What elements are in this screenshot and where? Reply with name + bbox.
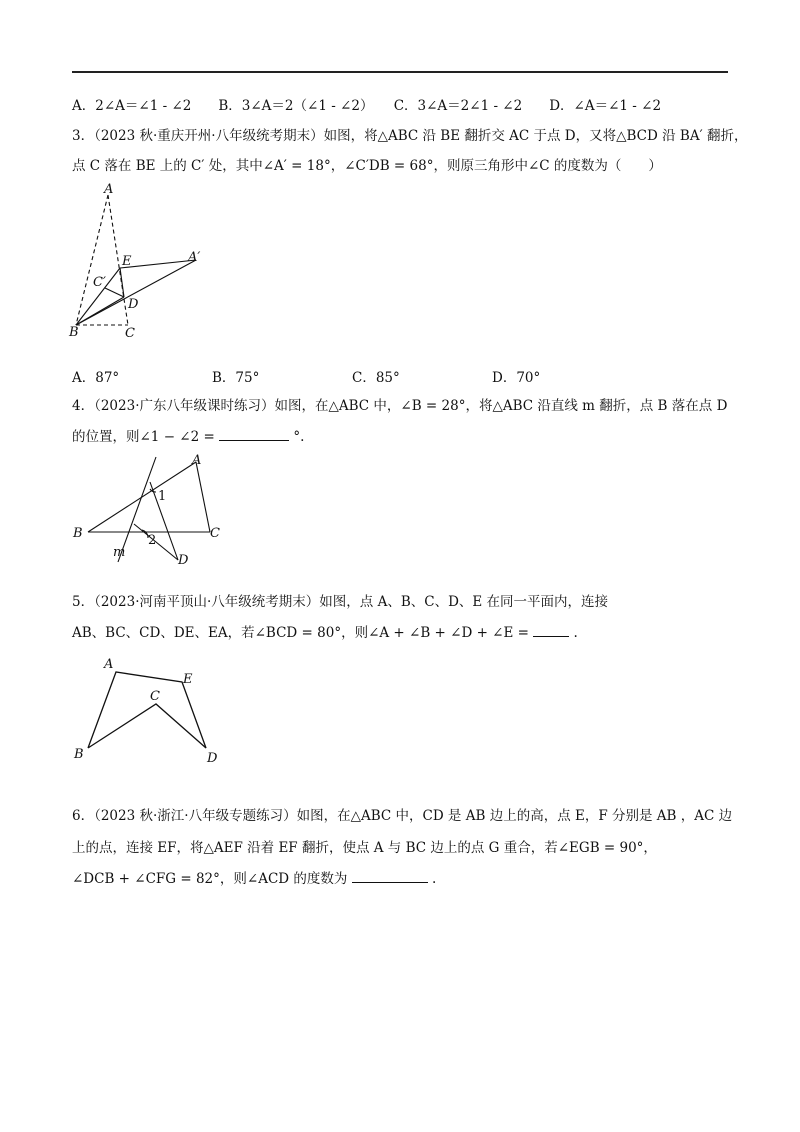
q4-text-line2-start: 的位置，则∠1 − ∠2 = (72, 429, 215, 445)
q5-figure (70, 652, 240, 772)
q3-label-b: B (69, 325, 79, 340)
q3-text-line1: 3．（2023 秋·重庆开州·八年级统考期末）如图，将△ABC 沿 BE 翻折交 AC 于点 D，又将△BCD 沿 BA′ 翻折， (72, 128, 748, 144)
q4-label-angle-2: 2 (148, 533, 157, 548)
q6-text-line3 (72, 868, 436, 889)
q5-text-line1: 5．（2023·河南平顶山·八年级统考期末）如图，点 A、B、C、D、E 在同一平面内，连接 (72, 594, 609, 610)
q4-label-angle-1: 1 (158, 489, 167, 504)
q4-figure (70, 452, 240, 572)
q4-label-c: C (210, 526, 220, 541)
q5-text-line2 (72, 622, 578, 643)
q4-label-a: A (192, 453, 202, 468)
q5-label-b: B (74, 747, 84, 762)
q5-label-a: A (104, 657, 114, 672)
q5-label-e: E (183, 672, 193, 687)
q5-text-line2-start: AB、BC、CD、DE、EA，若∠BCD = 80°，则∠A + ∠B + ∠D + ∠E = (72, 625, 529, 641)
q5-text-line2-end: . (573, 625, 578, 641)
q3-figure (60, 182, 220, 345)
q3-label-a-prime: A′ (188, 250, 201, 265)
q5-answer-blank (533, 622, 569, 637)
q4-text-line2 (72, 426, 304, 447)
q3-text-line2: 点 C 落在 BE 上的 C′ 处，其中∠A′ = 18°，∠C′DB = 68°，则原三角形中∠C 的度数为（ ） (72, 158, 662, 174)
q4-text-line1: 4．（2023·广东八年级课时练习）如图，在△ABC 中，∠B = 28°，将△ABC 沿直线 m 翻折，点 B 落在点 D (72, 398, 728, 414)
q5-label-c: C (150, 689, 160, 704)
q3-label-c-prime: C′ (93, 275, 106, 290)
q3-option-c: C．85° (352, 370, 400, 386)
q4-label-b: B (73, 526, 83, 541)
q3-label-a: A (104, 182, 114, 197)
q3-label-d: D (128, 297, 139, 312)
q4-label-m: m (113, 545, 126, 560)
q3-option-d: D．70° (492, 370, 541, 386)
q6-text-line3-start: ∠DCB + ∠CFG = 82°，则∠ACD 的度数为 (72, 871, 348, 887)
q6-text-line3-end: . (432, 871, 437, 887)
q4-answer-blank (219, 426, 289, 441)
q6-answer-blank (352, 868, 428, 883)
q2-options: A．2∠A＝∠1 - ∠2 B．3∠A＝2（∠1 - ∠2） C．3∠A＝2∠1 - ∠2 D．∠A＝∠1 - ∠2 (72, 98, 662, 114)
q4-label-d: D (178, 553, 189, 568)
q6-text-line1: 6．（2023 秋·浙江·八年级专题练习）如图，在△ABC 中，CD 是 AB 边上的高，点 E，F 分别是 AB ，AC 边 (72, 808, 733, 824)
q3-label-c: C (125, 326, 135, 341)
q3-label-e: E (122, 254, 132, 269)
q6-text-line2: 上的点，连接 EF，将△AEF 沿着 EF 翻折，使点 A 与 BC 边上的点 G 重合，若∠EGB = 90°， (72, 840, 657, 856)
q3-option-a: A．87° (72, 370, 120, 386)
q4-text-line2-end: °. (293, 429, 305, 445)
q5-label-d: D (207, 751, 218, 766)
q3-option-b: B．75° (212, 370, 260, 386)
header-rule (72, 71, 728, 73)
